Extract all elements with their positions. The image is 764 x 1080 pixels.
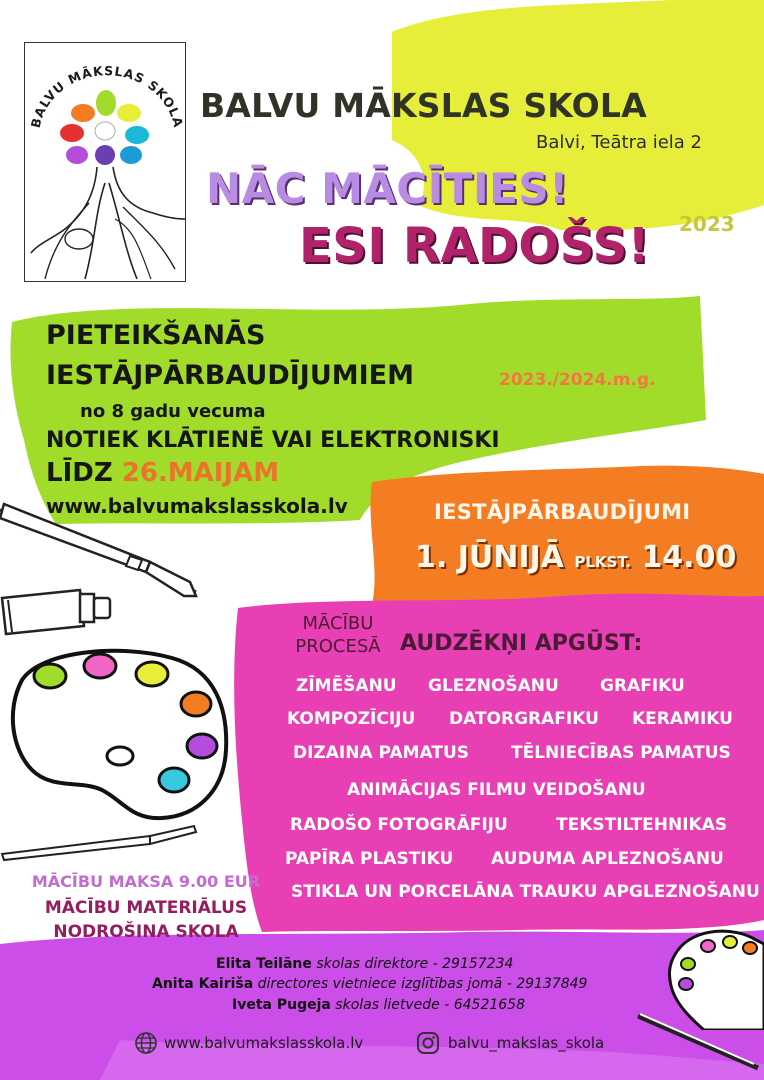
subject-item: ZĪMĒŠANU	[296, 676, 397, 696]
palette-cyan-paint	[159, 768, 189, 792]
school-year: 2023./2024.m.g.	[499, 370, 656, 390]
materials-note-line-1: MĀCĪBU MATERIĀLUS	[44, 898, 248, 918]
exam-time-prefix: PLKST.	[574, 553, 631, 571]
footer-instagram-link[interactable]: balvu_makslas_skola	[448, 1034, 605, 1052]
exam-datetime	[415, 540, 736, 575]
contact-role: skolas direktore -	[316, 956, 438, 972]
exam-title: IESTĀJPĀRBAUDĪJUMI	[434, 500, 691, 524]
contact-phone: 64521658	[453, 997, 525, 1013]
materials-note	[30, 896, 262, 944]
palette-yellow-paint	[136, 662, 168, 686]
contact-name: Anita Kairiša	[152, 976, 254, 992]
bottom-paintbrush-illustration	[634, 1010, 764, 1080]
palette-purple-paint	[187, 734, 217, 758]
orange-paint-stroke	[370, 466, 764, 605]
paint-tube-illustration	[0, 586, 120, 646]
enrollment-mode: NOTIEK KLĀTIENĒ VAI ELEKTRONISKI	[46, 428, 500, 453]
tagline-come-learn: NĀC MĀCĪTIES!	[206, 164, 569, 213]
palette-orange-paint	[181, 692, 211, 716]
subjects-intro-line-2: PROCESĀ	[295, 636, 381, 657]
materials-note-line-2: NODROŠINA SKOLA	[53, 922, 239, 942]
contact-phone: 29157234	[442, 956, 514, 972]
contact-deputy-director	[152, 976, 587, 992]
age-requirement: no 8 gadu vecuma	[80, 401, 266, 422]
globe-icon	[134, 1031, 158, 1055]
contact-name: Elita Teilāne	[216, 956, 312, 972]
tagline-be-creative: ESI RADOŠS!	[299, 218, 651, 274]
enrollment-website-link[interactable]: www.balvumakslasskola.lv	[46, 494, 348, 518]
contact-name: Iveta Pugeja	[232, 997, 331, 1013]
subject-item: PAPĪRA PLASTIKU	[285, 849, 454, 869]
exam-date: 1. JŪNIJĀ	[415, 540, 564, 575]
subject-item: TĒLNIECĪBAS PAMATUS	[511, 743, 731, 763]
contact-role: directores vietniece izglītības jomā -	[257, 976, 512, 992]
contact-role: skolas lietvede -	[335, 997, 450, 1013]
palette-illustration	[2, 640, 232, 840]
subject-item: DIZAINA PAMATUS	[293, 743, 470, 763]
school-logo	[24, 42, 186, 282]
poster-year: 2023	[679, 212, 735, 236]
palette-pink-paint	[84, 654, 116, 678]
subject-item: KERAMIKU	[632, 709, 733, 729]
exam-time: 14.00	[641, 540, 737, 575]
contact-director	[216, 956, 513, 972]
deadline-date: 26.MAIJAM	[121, 458, 280, 488]
subject-item: ANIMĀCIJAS FILMU VEIDOŠANU	[347, 780, 646, 800]
school-name: BALVU MĀKSLAS SKOLA	[200, 86, 647, 125]
tuition-fee: MĀCĪBU MAKSA 9.00 EUR	[31, 872, 261, 891]
school-address: Balvi, Teātra iela 2	[536, 132, 703, 153]
instagram-icon	[416, 1031, 440, 1055]
deadline-prefix: LĪDZ	[46, 458, 113, 488]
enrollment-heading-line-1: PIETEIKŠANĀS	[46, 320, 266, 351]
palette-green-paint	[34, 664, 66, 688]
subjects-intro-line-1: MĀCĪBU	[302, 613, 374, 634]
subject-item: TEKSTILTEHNIKAS	[556, 815, 728, 835]
subject-item: AUDUMA APLEZNOŠANU	[491, 849, 724, 869]
subject-item: STIKLA UN PORCELĀNA TRAUKU APGLEZNOŠANU	[291, 882, 760, 902]
thin-paintbrush-illustration	[0, 822, 210, 862]
subject-item: GRAFIKU	[600, 676, 685, 696]
logo-arc-text: BALVU MĀKSLAS SKOLA	[27, 63, 187, 130]
subjects-intro	[286, 612, 390, 658]
subjects-title: AUDZĒKŅI APGŪST:	[400, 631, 643, 656]
contact-clerk	[232, 997, 525, 1013]
footer-website-link[interactable]: www.balvumakslasskola.lv	[164, 1034, 364, 1052]
enrollment-deadline	[46, 458, 279, 488]
contact-phone: 29137849	[516, 976, 588, 992]
enrollment-heading-line-2: IESTĀJPĀRBAUDĪJUMIEM	[46, 360, 414, 391]
subject-item: RADOŠO FOTOGRĀFIJU	[290, 815, 508, 835]
subject-item: KOMPOZĪCIJU	[287, 709, 416, 729]
subject-item: GLEZNOŠANU	[428, 676, 559, 696]
subject-item: DATORGRAFIKU	[449, 709, 599, 729]
